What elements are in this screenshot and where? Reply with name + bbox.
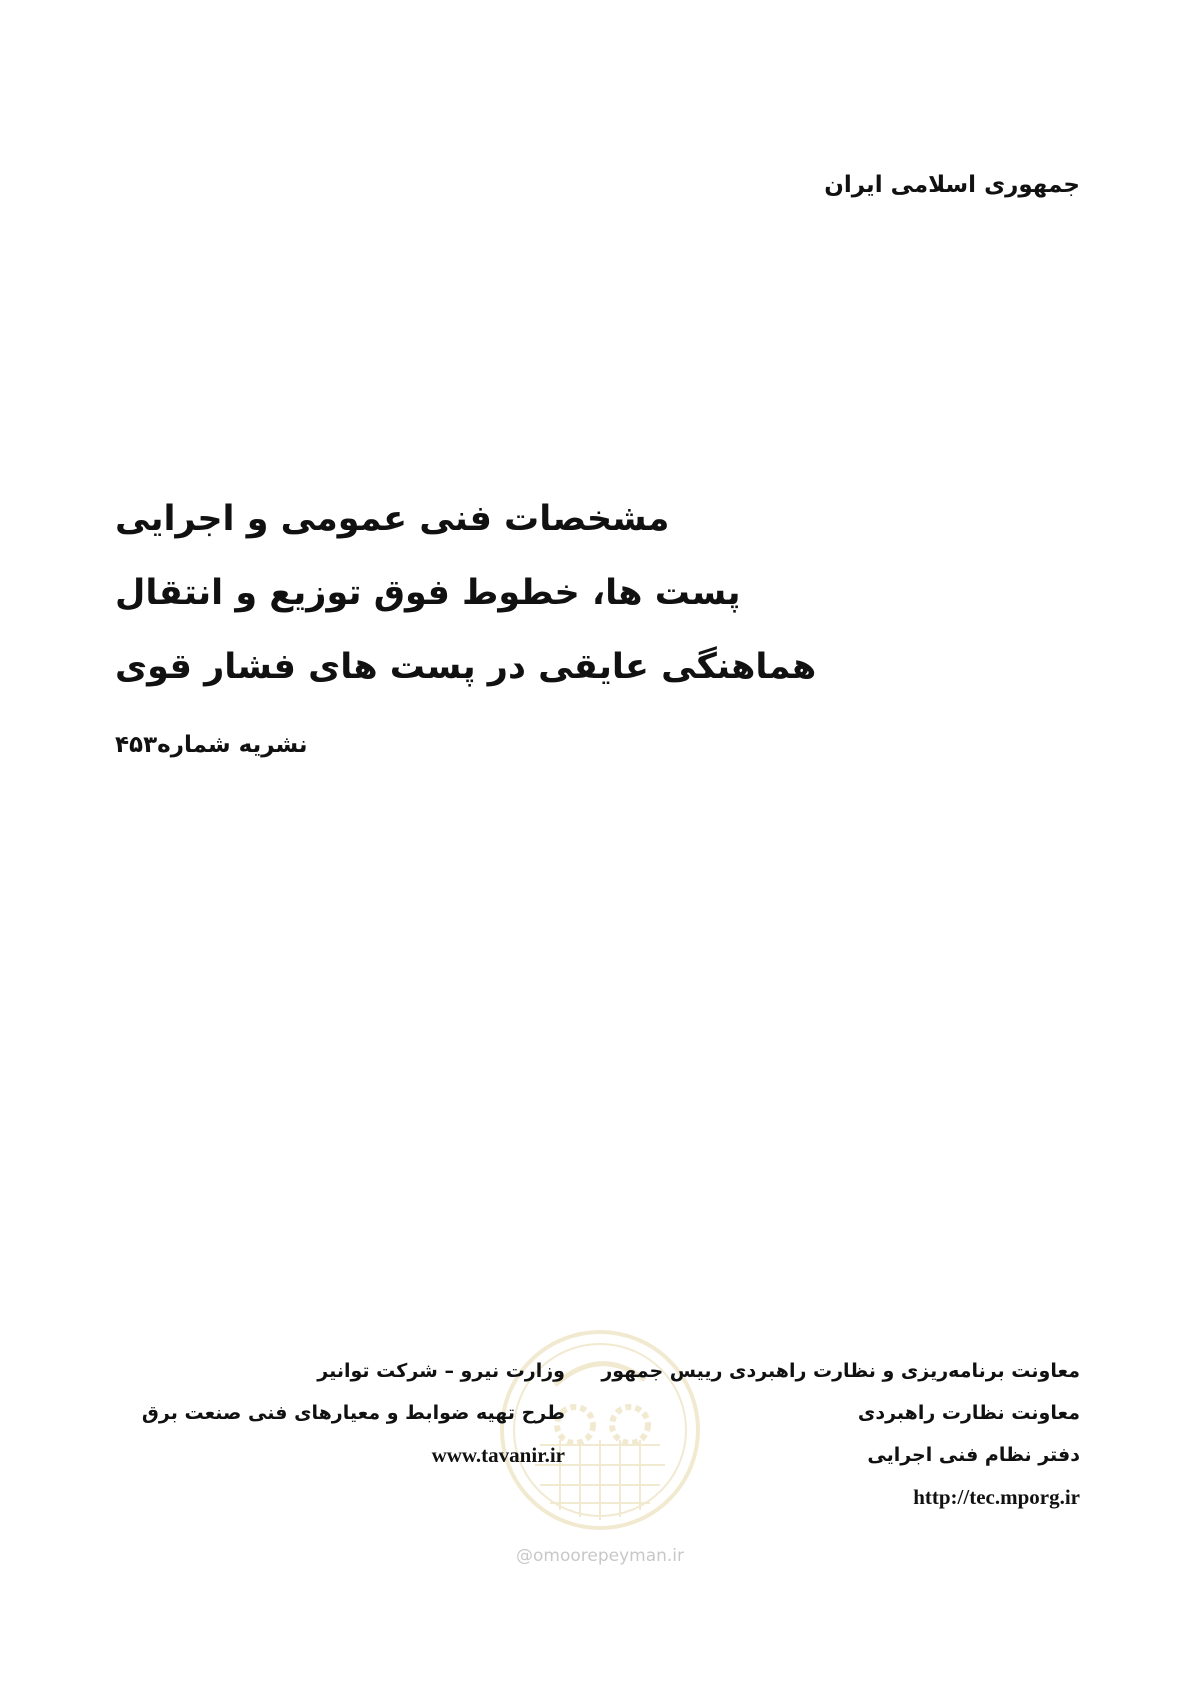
title-line-2: پست ها، خطوط فوق توزیع و انتقال [115, 573, 741, 613]
footer-right-line-1: معاونت برنامه‌ریزی و نظارت راهبردی رییس جمهور [601, 1360, 1080, 1382]
publication-number: نشریه شماره۴۵۳ [115, 732, 308, 758]
footer-right-url-link[interactable]: http://tec.mporg.ir [913, 1485, 1080, 1509]
title-block [115, 500, 816, 722]
title-line-3: هماهنگی عایقی در پست های فشار قوی [115, 647, 817, 687]
watermark-caption: @omoorepeyman.ir [515, 1546, 685, 1566]
footer-right-line-2: معاونت نظارت راهبردی [857, 1402, 1080, 1424]
title-line-1: مشخصات فنی عمومی و اجرایی [115, 499, 670, 539]
footer-right-line-3: دفتر نظام فنی اجرایی [867, 1444, 1080, 1466]
country-name: جمهوری اسلامی ایران [824, 172, 1080, 198]
footer-left-url-link[interactable]: www.tavanir.ir [431, 1443, 565, 1467]
footer-left-line-1: وزارت نیرو – شرکت توانیر [317, 1360, 565, 1382]
footer-right-column [601, 1360, 1080, 1528]
footer-left-column [142, 1360, 565, 1486]
footer-left-line-2: طرح تهیه ضوابط و معیارهای فنی صنعت برق [141, 1402, 565, 1424]
